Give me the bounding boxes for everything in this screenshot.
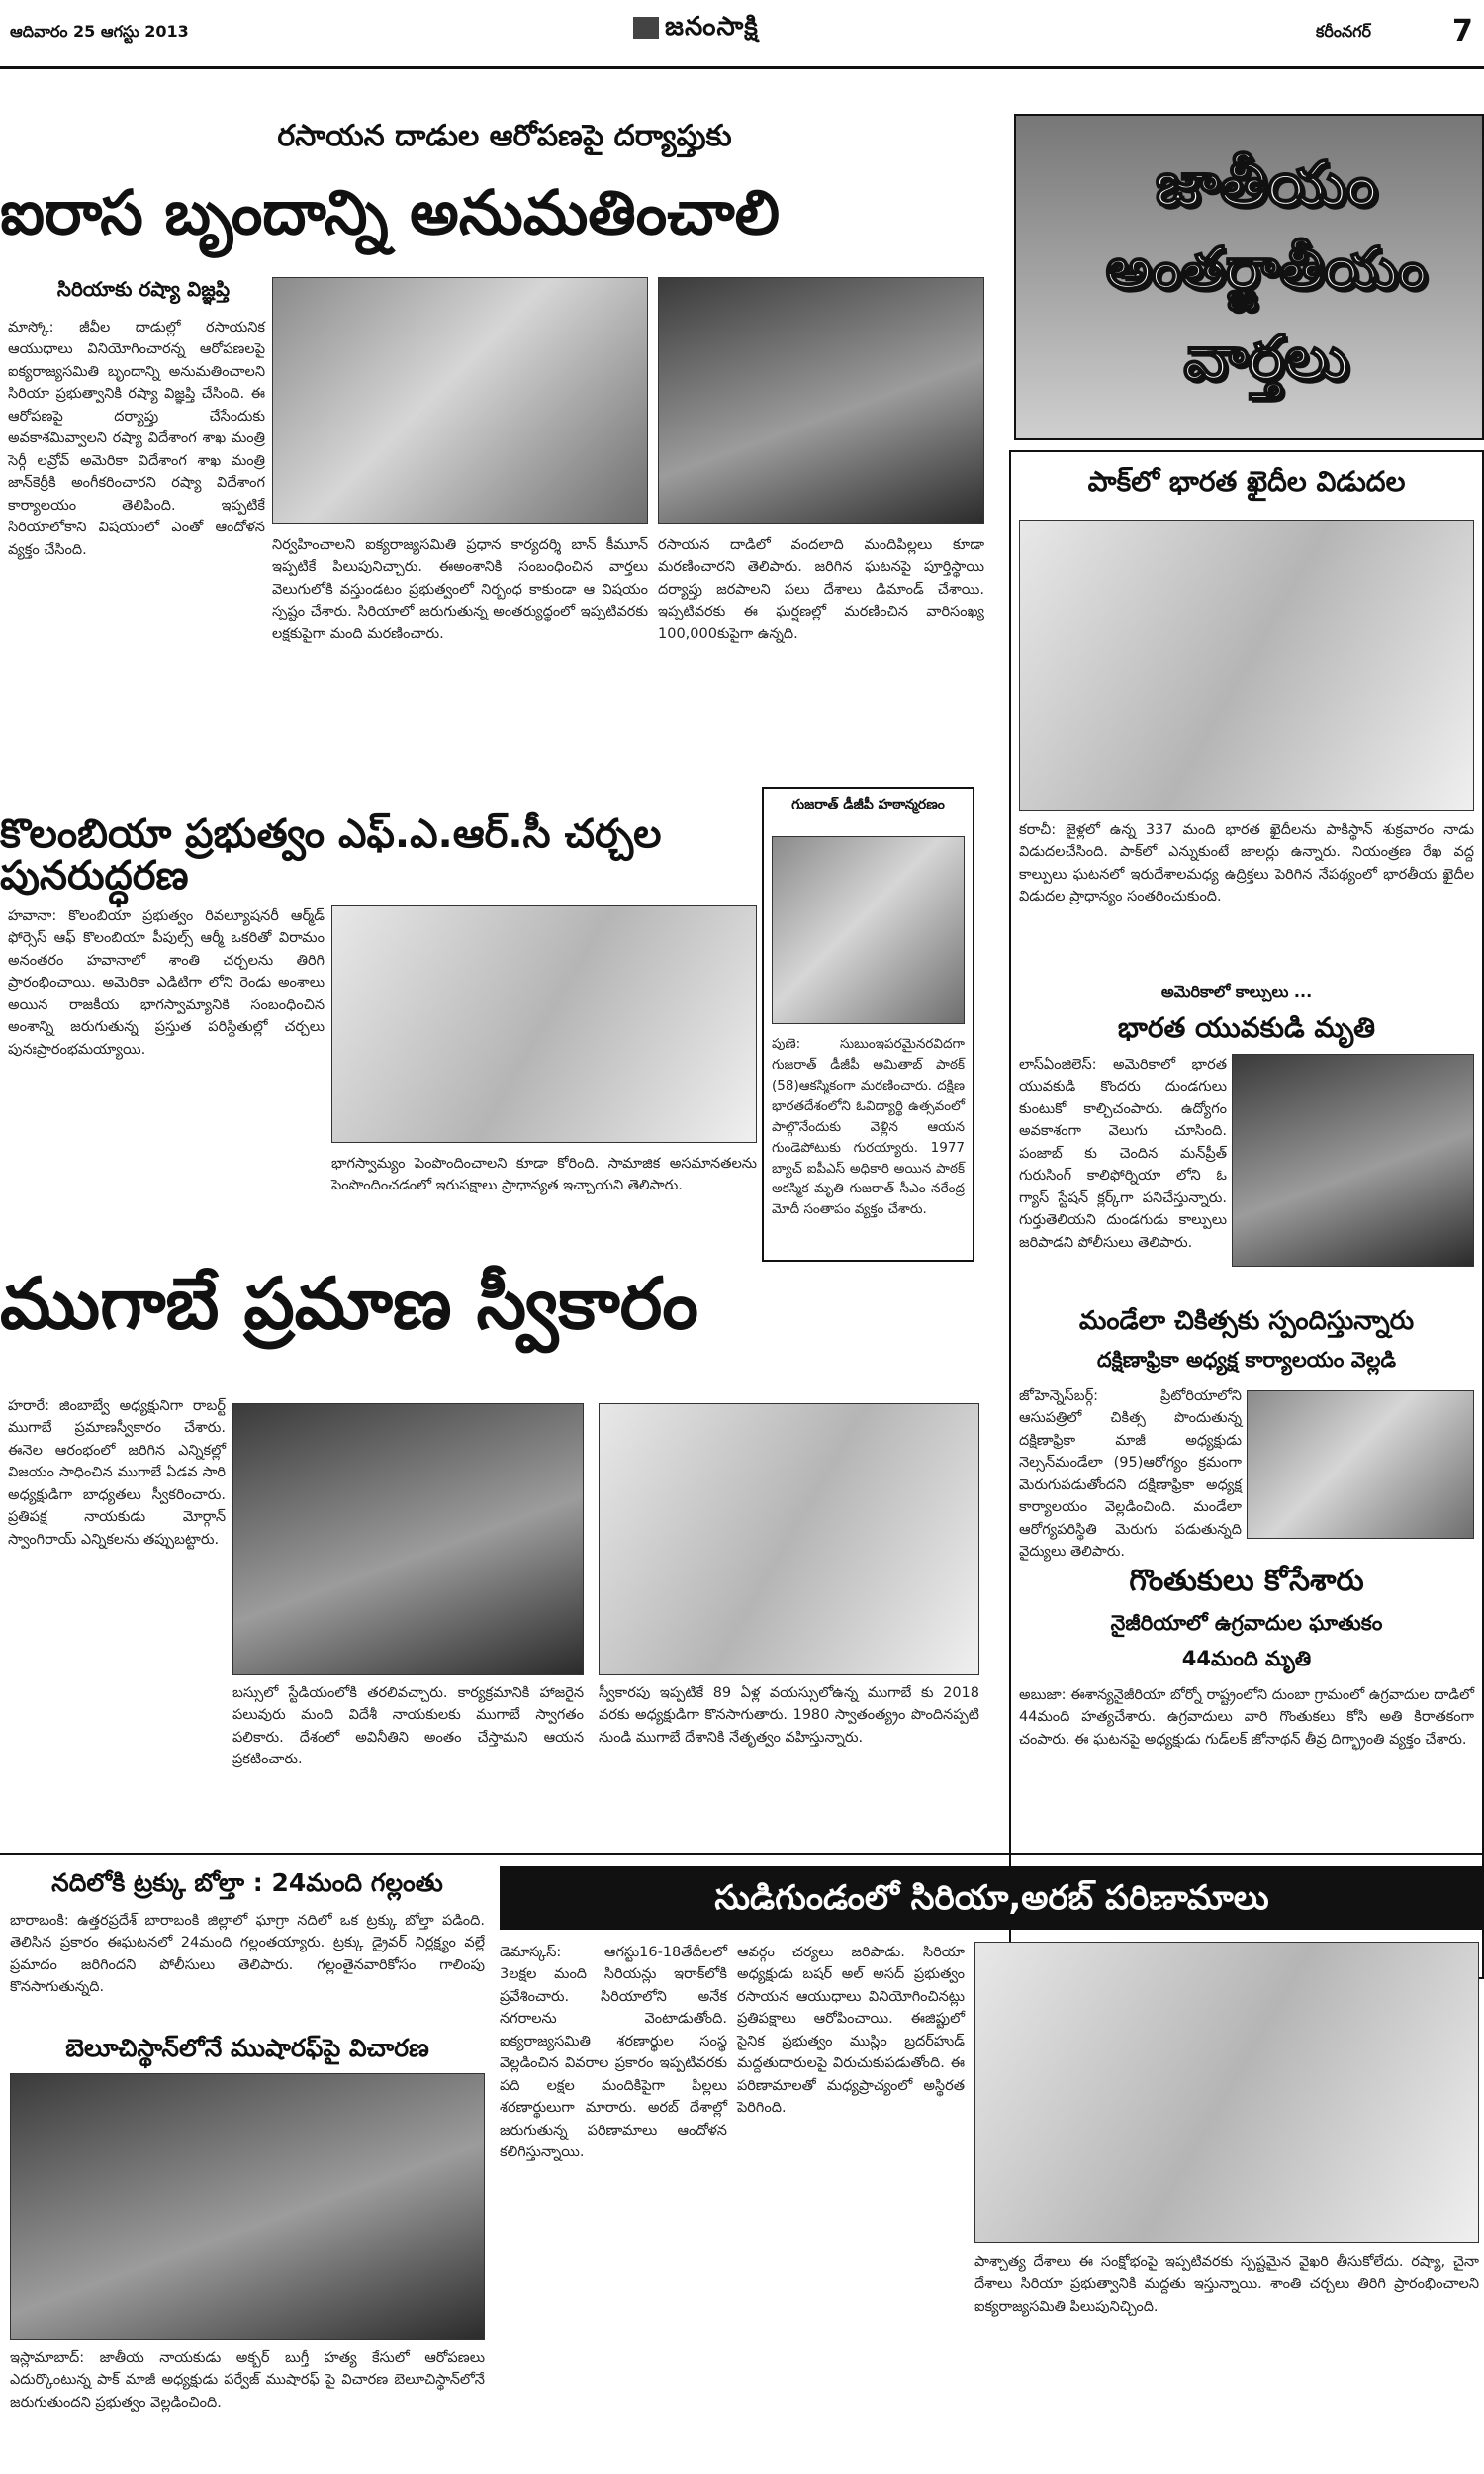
story1-subhead: సిరియాకు రష్యా విజ్ఞప్తి (56, 277, 231, 301)
story6-column-1: హరారే: జింబాబ్వే అధ్యక్షునిగా రాబర్ట్ ముగాబే ప్రమాణస్వీకారం చేశారు. ఈనెల ఆరంభంలో జరిగిన ఎన్నికల్లో విజయం సాధించిన ముగాబే ఏడవ సారి అధ్యక్షుడిగా బాధ్యతలు స్వీకరించారు. ప్రతిపక్ష నాయకుడు మోర్గాన్ స్వాంగిరాయ్ ఎన్నికలను తప్పుబట్టారు. (8, 1398, 226, 1548)
story4-body-2: భాగస్వామ్యం పెంపొందించాలని కూడా కోరింది. సామాజిక అసమానతలను పెంపొందించడంలో ఇరుపక్షాలు ప్రాధాన్యత ఇచ్చాయని తెలిపారు. (331, 1156, 757, 1194)
bodies-photo (272, 277, 648, 524)
story1-column-3: రసాయన దాడిలో వందలాది మందిపిల్లలు కూడా మరణించారని తెలిపారు. జరిగిన ఘటనపై పూర్తిస్థాయి దర్యాప్తు జరపాలని పలు దేశాలు డిమాండ్ చేశాయి. ఇప్పటివరకు ఈ ఘర్షణల్లో మరణించిన వారిసంఖ్య 100,000కుపైగా ఉన్నది. (658, 537, 984, 642)
paper-logo (633, 12, 759, 48)
refugees-photo (974, 1942, 1479, 2243)
story11-headline: సుడిగుండంలో సిరియా,అరబ్ పరిణామాలు (500, 1866, 1484, 1930)
story11-column-1: డెమాస్కస్: ఆగస్టు16-18తేదీలలో 3లక్షల మంది సిరియన్లు ఇరాక్‌లోకి ప్రవేశించారు. సిరియాలోని అనేక నగరాలను వెంటాడుతోంది. ఐక్యరాజ్యసమితి శరణార్థుల సంస్థ వెల్లడించిన వివరాల ప్రకారం ఇప్పటివరకు పది లక్షల మందికిపైగా పిల్లలు శరణార్థులుగా మారారు. అరబ్ దేశాల్లో జరుగుతున్న పరిణామాలు ఆందోళన కలిగిస్తున్నాయి. (500, 1945, 727, 2161)
story1-headline: ఐరాస బృందాన్ని అనుమతించాలి (0, 176, 781, 248)
story7-body: జోహెన్నెస్‌బర్గ్: ప్రిటోరియాలోని ఆసుపత్రిలో చికిత్స పొందుతున్న దక్షిణాఫ్రికా మాజీ అధ్యక్షుడు నెల్సన్‌మండేలా (95)ఆరోగ్యం క్రమంగా మెరుగుపడుతోందని దక్షిణాఫ్రికా అధ్యక్ష కార్యాలయం వెల్లడించింది. మండేలా ఆరోగ్యపరిస్థితి మెరుగు పడుతున్నది వైద్యులు తెలిపారు. (1019, 1388, 1242, 1561)
story10-body: ఇస్లామాబాద్: జాతీయ నాయకుడు అక్బర్ బుగ్తీ హత్య కేసులో ఆరోపణలు ఎదుర్కొంటున్న పాక్ మాజీ అధ్యక్షుడు పర్వేజ్ ముషారఫ్ పై విచారణ బెలూచిస్థాన్‌లోనే జరుగుతుందని ప్రభుత్వం వెల్లడించింది. (10, 2350, 485, 2411)
story3-tag: గుజరాత్ డీజీపీ హఠాన్మరణం (791, 797, 945, 812)
mandela-photo (1247, 1390, 1474, 1539)
paper-logo-icon (633, 17, 659, 39)
story5-tag: అమెరికాలో కాల్పులు ... (1160, 982, 1313, 1000)
story2-body: కరాచీ: జైళ్లలో ఉన్న 337 మంది భారత ఖైదీలను పాకిస్థాన్ శుక్రవారం నాడు విడుదలచేసింది. పాక్‌లో ఎన్నుకుంటే జాలర్లు ఉన్నారు. నియంత్రణ రేఖ వద్ద కాల్పులు ఘటనలో ఇరుదేశాలమధ్య ఉద్రిక్తలు పెరిగిన నేపథ్యంలో భారతీయ ఖైదీల విడుదల ప్రాధాన్యం సంతరించుకుంది. (1019, 822, 1474, 905)
story11-column-2: ఆవర్గం చర్యలు జరిపాడు. సిరియా అధ్యక్షుడు బషర్ అల్ అసద్ ప్రభుత్వం రసాయన ఆయుధాలు వినియోగించినట్లు ప్రతిపక్షాలు ఆరోపించాయి. ఈజిప్టులో సైనిక ప్రభుత్వం ముస్లిం బ్రదర్‌హుడ్ మద్దతుదారులపై విరుచుకుపడుతోంది. ఈ పరిణామాలతో మధ్యప్రాచ్యంలో అస్థిరత పెరిగింది. (737, 1945, 965, 2117)
story7-subhead: దక్షిణాఫ్రికా అధ్యక్ష కార్యాలయం వెల్లడి (1096, 1348, 1397, 1372)
story11-column-3: పాశ్చాత్య దేశాలు ఈ సంక్షోభంపై ఇప్పటివరకు స్పష్టమైన వైఖరి తీసుకోలేదు. రష్యా, చైనా దేశాలు సిరియా ప్రభుత్వానికి మద్దతు ఇస్తున్నాయి. శాంతి చర్చలు తిరిగి ప్రారంభించాలని ఐక్యరాజ్యసమితి పిలుపునిచ్చింది. (974, 2254, 1479, 2315)
musharraf-photo (10, 2073, 485, 2340)
prisoners-photo (1019, 520, 1474, 811)
story1-column-1: మాస్కో: జీవీల దాడుల్లో రసాయనిక ఆయుధాలు వినియోగించారన్న ఆరోపణలపై ఐక్యరాజ్యసమితి బృందాన్ని అనుమతించాలని సిరియా ప్రభుత్వానికి రష్యా విజ్ఞప్తి చేసింది. ఈ ఆరోపణపై దర్యాప్తు చేసేందుకు అవకాశమివ్వాలని రష్యా విదేశాంగ శాఖ మంత్రి సెర్గీ లవ్రోవ్ అమెరికా విదేశాంగ శాఖ మంత్రి జాన్‌కెర్రీకి అంగీకరించారని రష్యా విదేశాంగ కార్యాలయం తెలిపింది. ఇప్పటికే సిరియాలోకాని విషయంలో ఎంతో ఆందోళన వ్యక్తం చేసింది. (8, 320, 265, 558)
story1-kicker: రసాయన దాడుల ఆరోపణపై దర్యాప్తుకు (277, 119, 732, 153)
story8-headline: గొంతుకులు కోసేశారు (1129, 1564, 1364, 1598)
story4-body: హవానా: కొలంబియా ప్రభుత్వం రివల్యూషనరీ ఆర్మ్‌డ్ ఫోర్సెస్ ఆఫ్ కొలంబియా పీపుల్స్ ఆర్మీ ఒకరితో విరామం అనంతరం హవానాలో శాంతి చర్చలను తిరిగి ప్రారంభించాయి. అమెరికా ఎడిటిగా లోని రెండు అంశాలు అయిన రాజకీయ భాగస్వామ్యానికి సంబంధించిన అంశాన్ని జరుగుతున్న ప్రస్తుత పరిస్థితుల్లో చర్చలు పునఃప్రారంభమయ్యాయి. (8, 908, 325, 1058)
story9-body: బారాబంకి: ఉత్తరప్రదేశ్ బారాబంకి జిల్లాలో ఘాగ్రా నదిలో ఒక ట్రక్కు బోల్తా పడింది. తెలిసిన ప్రకారం ఈఘటనలో 24మంది గల్లంతయ్యారు. ట్రక్కు డ్రైవర్ నిర్లక్ష్యం వల్లే ప్రమాదం జరిగిందని పోలీసులు తెలిపారు. గల్లంతైనవారికోసం గాలింపు కొనసాగుతున్నది. (10, 1913, 485, 1996)
page-number: 7 (1452, 14, 1473, 48)
story6-column-3: స్వీకారపు ఇప్పటికే 89 ఏళ్ల వయస్సులోఉన్న ముగాబే కు 2018 వరకు అధ్యక్షుడిగా కొనసాగుతారు. 1980 స్వాతంత్య్రం పొందినప్పటి నుండి ముగాబే దేశానికి నేతృత్వం వహిస్తున్నారు. (599, 1685, 979, 1746)
story10-headline: బెలూచిస్థాన్‌లోనే ముషారఫ్‌పై విచారణ (65, 2034, 429, 2062)
crowd-photo (599, 1403, 979, 1675)
story6-column-2: బస్సులో స్టేడియంలోకి తరలివచ్చారు. కార్యక్రమానికి హాజరైన పలువురు మంది విదేశీ నాయకులకు ముగాబే స్వాగతం పలికారు. దేశంలో అవినీతిని అంతం చేస్తామని ఆయన ప్రకటించారు. (232, 1685, 584, 1768)
section-logo-line-2: అంతర్జాతీయం (1105, 235, 1428, 302)
section-logo-line-1: జాతీయం (1155, 147, 1378, 220)
story2-headline: పాక్‌లో భారత ఖైదీల విడుదల (1087, 465, 1406, 498)
dgp-photo (772, 836, 965, 1024)
story8-subhead-2: 44మంది మృతి (1181, 1647, 1312, 1670)
section-logo-line-3: వార్తలు (1183, 322, 1349, 394)
story8-body: అబుజా: ఈశాన్యనైజీరియా బోర్నో రాష్ట్రంలోని దుంబా గ్రామంలో ఉగ్రవాదుల దాడిలో 44మంది హత్యచేశారు. ఉగ్రవాదులు వారి గొంతుకలు కోసి అతి కిరాతకంగా చంపారు. ఈ ఘటనపై అధ్యక్షుడు గుడ్‌లక్ జోనాథన్ తీవ్ర దిగ్భ్రాంతి వ్యక్తం చేశారు. (1019, 1687, 1474, 1748)
colombia-talks-photo (331, 905, 757, 1143)
story5-body: లాస్‌ఏంజిలెస్: అమెరికాలో భారత యువకుడి కొందరు దుండగులు కుంటుకో కాల్చిచంపారు. ఉద్యోగం అవకాశంగా వెలుగు చూసింది. పంజాబ్ కు చెందిన మన్‌ప్రీత్ గురుసింగ్ కాలిఫోర్నియా లోని ఓ గ్యాస్ స్టేషన్ క్లర్క్‌గా పనిచేస్తున్నారు. గుర్తుతెలియని దుండగుడు కాల్పులు జరిపాడని పోలీసులు తెలిపారు. (1019, 1057, 1227, 1251)
story4-headline: కొలంబియా ప్రభుత్వం ఎఫ్.ఎ.ఆర్.సీ చర్చల పునరుద్ధరణ (0, 811, 662, 899)
lavrov-photo (658, 277, 984, 524)
issue-date: ఆదివారం 25 ఆగస్టు 2013 (10, 22, 189, 41)
story9-headline: నదిలోకి ట్రక్కు బోల్తా : 24మంది గల్లంతు (51, 1868, 443, 1897)
section-divider (0, 1853, 1484, 1855)
story8-subhead: నైజీరియాలో ఉగ్రవాదుల ఘాతుకం (1110, 1611, 1383, 1635)
story6-headline: ముగాబే ప్రమాణ స్వీకారం (0, 1262, 698, 1345)
story1-column-2: నిర్వహించాలని ఐక్యరాజ్యసమితి ప్రధాన కార్యదర్శి బాన్ కీమూన్ ఇప్పటికే పిలుపునిచ్చారు. ఈఅంశానికి సంబంధించిన వార్తలు వెలుగులోకి వస్తుండటం ప్రభుత్వంలో నిర్బంధ కాకుండా ఆ విషయం స్పష్టం చేశారు. సిరియాలో జరుగుతున్న అంతర్యుద్ధంలో ఇప్పటివరకు లక్షకుపైగా మంది మరణించారు. (272, 537, 648, 642)
mugabe-photo (232, 1403, 584, 1675)
story5-headline: భారత యువకుడి మృతి (1117, 1011, 1376, 1044)
edition-location: కరీంనగర్ (1316, 22, 1372, 41)
paper-name: జనంసాక్షి (665, 12, 759, 42)
youth-photo (1232, 1054, 1474, 1267)
story3-body: పుణె: సుబుంఇపరమైనరవిదగా గుజరాత్ డీజీపీ అమితాబ్ పాఠక్ (58)ఆకస్మికంగా మరణించారు. దక్షిణ భారతదేశంలోని ఓవిద్యార్థి ఉత్సవంలో పాల్గొనేందుకు వెళ్లిన ఆయన గుండెపోటుకు గురయ్యారు. 1977 బ్యాచ్ ఐపీఎస్ అధికారి అయిన పాఠక్ అకస్మిక మృతి గుజరాత్ సీఎం నరేంద్ర మోదీ సంతాపం వ్యక్తం చేశారు. (772, 1036, 965, 1218)
story7-headline: మండేలా చికిత్సకు స్పందిస్తున్నారు (1078, 1306, 1415, 1336)
